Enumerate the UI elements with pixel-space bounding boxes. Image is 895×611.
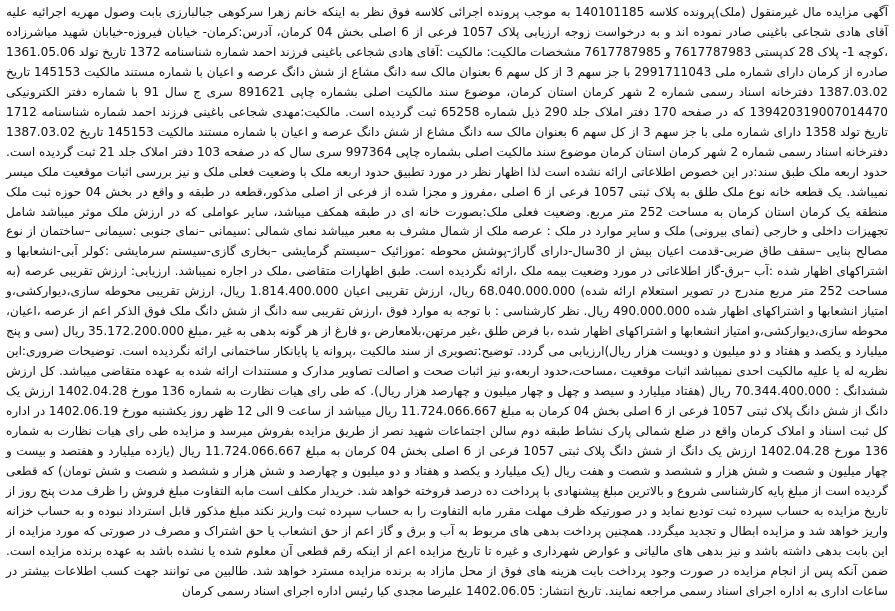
notice-body-text: آگهی مزایده مال غیرمنقول (ملک)پرونده کلاسه 140101185 به موجب پرونده اجرائی کلاسه فوق نظر به اینکه خانم زهرا سرکوهی جبالبارزی بابت وصول مهریه اجرائیه علیه آقای هادی شجاعی باغینی صادر نموده اند و به درخواست زوجه ارزیابی پلاک 1057 فرعی از 6 اصلی بخش 04 کرمان، آدرس:کرمان- خیابان فیروزه-خیابان شهید میاشرزاده ،کوچه 1- پلاک 28 کدپستی 7617787983 و 7617787985 مشخصات مالکیت: مالکیت :آقای هادی شجاعی باغینی فرزند احمد شماره شناسنامه 1372 تاریخ تولد 1361.05.06 صادره از کرمان دارای شماره ملی 2991711043 با جز سهم 3 از کل سهم 6 بعنوان مالک سه دانگ مشاع از شش دانگ عرصه و اعیان با شماره مستند مالکیت 145153 تاریخ 1387.03.02 دفترخانه اسناد رسمی شماره 2 شهر کرمان استان کرمان، موضوع سند مالکیت اصلی بشماره چاپی 891621 سری ج سال 91 با شماره دفتر الکترونیکی 139420319007014470 که در صفحه 170 دفتر املاک جلد 290 ذیل شماره 65258 ثبت گردیده است. مالکیت:مهدی شجاعی باغینی فرزند احمد شماره شناسنامه 1712 تاریخ تولد 1358 دارای شماره ملی با جز سهم 3 از کل سهم 6 بعنوان مالک سه دانگ مشاع از شش دانگ عرصه و اعیان با شماره مستند مالکیت 145153 تاریخ 1387.03.02 دفترخانه اسناد رسمی شماره 2 شهر کرمان استان کرمان موضوع سند مالکیت اصلی بشماره چاپی 997364 سری سال که در صفحه 103 دفتر املاک جلد 21 ثبت گردیده است. حدود اربعه ملک طبق سند:در این خصوص اطلاعاتی ارائه نشده است لذا اظهار نظر در مورد تطبیق حدود اربعه ملک با وضعیت فعلی ملک و نیز بررسی اثبات موقعیت ملک میسر نمیباشد. یک قطعه خانه نوع ملک طلق به پلاک ثبتی 1057 فرعی از 6 اصلی ،مفروز و مجزا شده از فرعی از اصلی مذکور،قطعه در طبقه و واقع در بخش 04 حوزه ثبت ملک منطقه یک کرمان استان کرمان به مساحت 252 متر مربع. وضعیت فعلی ملک:بصورت خانه ای در طبقه همکف میباشد، سایر عواملی که در ارزش ملک موثر میباشد شامل تجهیزات داخلی و خارجی (نمای بیرونی) ملک و سایر موارد در ملک : عرصه ملک از شمال مشرف به معبر میباشد نمای شمالی :سیمانی –نمای جنوبی :سیمانی –ساختمان از نوع مصالح بنایی –سقف طاق ضربی-قدمت اعیان بیش از 30سال-دارای گاراژ-پوشش محوطه :موزائیک –سیستم گرمایشی –بخاری گازی-سیستم سرمایشی :کولر آبی-انشعابها و اشتراکهای اظهار شده :آب –برق-گاز اطلاعاتی در مورد وضعیت بیمه ملک ،ارائه نگردیده است. طبق اظهارات متقاضی ،ملک در اجاره نمیباشد. ارزیابی: ارزش تقریبی عرصه (به مساحت 252 متر مربع مندرج در تصویر استعلام ارائه شده) 68.040.000.000 ریال، ارزش تقریبی اعیان 1.814.400.000 ریال، ارزش تقریبی محوطه سازی،دیوارکشی،و امتیاز انشعابها و اشتراکهای اظهار شده 490.000.000 ریال. نظر کارشناسی : با توجه به موارد فوق ،ارزش تقریبی سه دانگ از شش دانگ ملک فوق الذکر اعم از عرصه ،اعیان، محوطه سازی،دیوارکشی،و امتیاز انشعابها و اشتراکهای اظهار شده ،با فرض طلق ،غیر مرتهن،بلامعارض ،و فارغ از هر گونه بدهی به غیر ،مبلغ 35.172.200.000 ریال (سی و پنج میلیارد و یکصد و هفتاد و دو میلیون و دویست هزار ریال)ارزیابی می گردد. توضیح:تصویری از سند مالکیت ،پروانه یا پایانکار ساختمانی ارائه نگردیده است. توضیحات ضروری:این نظریه له یا علیه مالکیت احدی نمیباشد اثبات موقعیت ،مساحت،حدود اربعه،و نیز اثبات صحت و اصالت تصاویر مدارک و مستندات ارائه شده به عهده متقاضی میباشد. کل ارزش ششدانگ : 70.344.400.000 ریال (هفتاد میلیارد و سیصد و چهل و چهار میلیون و چهارصد هزار ریال). که طی رای هیات نظارت به شماره 136 مورخ 1402.04.28 ارزش یک دانگ از شش دانگ پلاک ثبتی 1057 فرعی از 6 اصلی بخش 04 کرمان به مبلغ 11.724.066.667 ریال میباشد از ساعت 9 الی 12 ظهر روز یکشنبه مورخ 1402.06.19 در اداره کل ثبت اسناد و املاک کرمان واقع در ضلع شمالی پارک نشاط طبقه دوم سالن اجتماعات شهید نصر از طریق مزایده بفروش میرسد و مزایده طی رای هیات نظارت به شماره 136 مورخ 1402.04.28 ارزش یک دانگ از شش دانگ پلاک ثبتی 1057 فرعی از 6 اصلی بخش 04 کرمان به مبلغ 11.724.066.667 ریال (یازده میلیارد و هفتصد و بیست و چهار میلیون و شصت و شش هزار و ششصد و شصت و هفت ریال (یک میلیارد و یکصد و هفتاد و دو میلیون و چهارصد و شش هزار و ششصد و شصت و شش تومان) که قطعی گردیده است از مبلغ پایه کارشناسی شروع و بالاترین مبلغ پیشنهادی با پرداخت ده درصد فروخته خواهد شد. خریدار مکلف است مابه التفاوت مبلغ فروش را ظرف مدت پنج روز از تاریخ مزایده به حساب سپرده ثبت تودیع نماید و در صورتیکه ظرف مهلت مقرر مابه التفاوت را به حساب سپرده ثبت واریز نکند مبلغ مذکور قابل استرداد نبوده و به حساب خزانه واریز خواهد شد و مزایده ابطال و تجدید میگردد. همچنین پرداخت بدهی های مربوط به آب و برق و گاز اعم از حق انشعاب یا حق اشتراک و مصرف در صورتی که مورد مزایده از این بابت بدهی داشته باشد و نیز بدهی های مالیاتی و عوارض شهرداری و غیره تا تاریخ مزایده اعم از اینکه رقم قطعی آن معلوم شده یا نشده باشد به عهده برنده مزایده است. ضمن آنکه پس از انجام مزایده در صورت وجود پرداخت بابت هزینه های فوق از محل مازاد به برنده مزایده مسترد خواهد شد. طالبین می توانند جهت کسب اطلاعات بیشتر در ساعات اداری به اداره اجرای اسناد رسمی مراجعه نمایند. تاریخ انتشار: 1402.06.05 علیرضا مجدی کیا رئیس اداره اجرای اسناد رسمی کرمان [6,5,889,598]
